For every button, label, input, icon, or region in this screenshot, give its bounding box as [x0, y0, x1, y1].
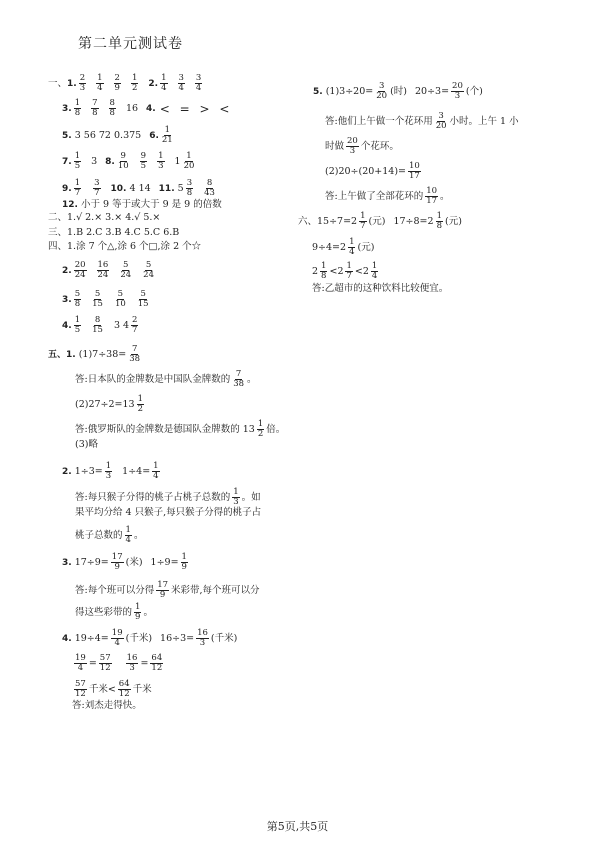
fraction	[72, 152, 83, 171]
numerator: 16	[126, 653, 138, 663]
denominator: 10	[117, 161, 129, 171]
denominator: 2	[137, 404, 144, 414]
p2-eq: 2. 1÷3= $\frac{1}{3}$ 1÷4= $\frac{1}{4}$	[62, 462, 162, 481]
denominator: 7	[74, 188, 81, 198]
denominator: 10	[114, 299, 126, 309]
fraction	[425, 187, 438, 206]
denominator: 9	[181, 562, 187, 572]
denominator: 20	[376, 91, 388, 101]
fraction	[373, 82, 390, 101]
numerator: 3	[438, 111, 444, 121]
fraction	[423, 187, 440, 206]
numerator: 1	[349, 237, 355, 247]
fraction	[131, 316, 138, 335]
denominator: 12	[99, 663, 111, 673]
fraction-group	[77, 74, 141, 93]
fraction	[232, 370, 245, 389]
fraction	[359, 212, 366, 231]
fraction	[230, 370, 247, 389]
fraction	[346, 238, 357, 257]
denominator: 8	[109, 108, 115, 118]
denominator: 15	[92, 299, 103, 309]
fraction	[159, 126, 176, 145]
denominator: 17	[409, 171, 420, 181]
numerator: 3	[94, 178, 100, 188]
fraction	[257, 420, 264, 439]
denominator: 17	[426, 196, 438, 206]
fraction	[93, 179, 100, 198]
fraction	[160, 74, 167, 93]
fraction	[157, 152, 164, 171]
fraction	[436, 212, 443, 231]
numerator: 1	[74, 315, 81, 325]
fraction	[128, 345, 141, 364]
numerator: 2	[114, 73, 120, 83]
fraction	[195, 74, 202, 93]
numerator: 1	[105, 461, 112, 471]
numerator: 9	[140, 151, 147, 161]
fraction	[109, 553, 126, 572]
fraction	[179, 553, 190, 572]
numerator: 20	[347, 136, 358, 146]
numerator: 1	[131, 73, 138, 83]
fraction	[91, 290, 104, 309]
numerator: 8	[94, 315, 101, 325]
numerator: 7	[131, 344, 138, 354]
fraction	[230, 488, 241, 507]
p2-answer-2: 果平均分给 4 只猴子,每只猴子分得的桃子占	[75, 507, 262, 518]
denominator: 20	[183, 161, 195, 171]
fraction	[186, 179, 193, 198]
s3-answers: 三、1.B 2.C 3.B 4.C 5.C 6.B	[48, 227, 180, 238]
fraction	[74, 99, 81, 118]
fraction	[137, 395, 144, 414]
numerator: 16	[97, 260, 109, 270]
denominator: 4	[125, 535, 131, 545]
s6-answer: 答:乙超市的这种饮料比较便宜。	[312, 283, 449, 294]
numerator: 8	[109, 98, 115, 108]
denominator: 3	[233, 497, 239, 507]
s5-q1-eq: 五、1. (1)7÷38= $\frac{7}{38}$	[48, 345, 143, 364]
fraction	[433, 112, 450, 131]
numerator: 17	[157, 580, 169, 590]
p2-answer-1: 答:每只猴子分得的桃子占桃子总数的 $\frac{1}{3}$ 。如	[75, 487, 261, 507]
s4-head: 四、1.涂 7 个△,涂 6 个□,涂 2 个☆	[48, 241, 202, 252]
numerator: 1	[74, 178, 81, 188]
p3-answer-2: 得这些彩带的 $\frac{1}{9}$ 。	[75, 602, 153, 622]
fraction	[181, 553, 188, 572]
denominator: 24	[97, 270, 109, 280]
fraction	[346, 137, 359, 156]
numerator: 1	[181, 552, 187, 562]
fraction	[74, 179, 81, 198]
denominator: 2	[131, 83, 138, 93]
fraction	[156, 581, 169, 600]
denominator: 4	[178, 83, 184, 93]
denominator: 8	[186, 188, 193, 198]
denominator: 12	[151, 663, 163, 673]
fraction	[79, 74, 86, 93]
denominator: 5	[140, 161, 147, 171]
r-q5-eq: 5. (1)3÷20= $\frac{3}{20}$ (时) 20÷3= $\frac{20}{3}$ (个)	[313, 81, 483, 101]
fraction	[320, 262, 327, 281]
numerator: 8	[206, 178, 213, 188]
fraction	[181, 152, 198, 171]
fraction	[126, 345, 143, 364]
fraction	[196, 629, 209, 648]
fraction	[203, 179, 216, 198]
p3-answer-1: 答:每个班可以分得 $\frac{17}{9}$ 米彩带,每个班可以分	[75, 580, 260, 600]
fraction	[124, 654, 141, 673]
fraction	[371, 262, 378, 281]
s1-q12: 12. 小于 9 等于或大于 9 是 9 的倍数	[62, 199, 222, 210]
numerator: 19	[75, 653, 86, 663]
denominator: 3	[79, 83, 86, 93]
denominator: 9	[114, 562, 120, 572]
denominator: 15	[137, 299, 149, 309]
fraction	[117, 152, 130, 171]
fraction	[348, 238, 355, 257]
fraction	[96, 74, 103, 93]
numerator: 57	[75, 679, 86, 689]
numerator: 1	[186, 151, 192, 161]
fraction	[123, 526, 134, 545]
fraction	[178, 74, 185, 93]
fraction	[451, 82, 464, 101]
numerator: 1	[360, 211, 366, 221]
numerator: 5	[145, 260, 152, 270]
fraction	[129, 316, 140, 335]
fraction	[134, 603, 141, 622]
fraction	[375, 82, 388, 101]
denominator: 4	[195, 83, 202, 93]
fraction	[232, 488, 239, 507]
denominator: 8	[74, 108, 81, 118]
numerator: 1	[233, 487, 239, 497]
fraction	[109, 99, 116, 118]
fraction	[142, 261, 155, 280]
fraction	[74, 290, 81, 309]
denominator: 20	[435, 121, 447, 131]
fraction	[91, 99, 98, 118]
s6-compare: 2 $\frac{1}{8}$ < 2 $\frac{1}{7}$ < 2 $\frac{1}{4}$	[312, 262, 380, 281]
denominator: 4	[349, 247, 355, 257]
fraction	[125, 526, 132, 545]
numerator: 5	[140, 289, 146, 299]
numerator: 1	[74, 151, 81, 161]
fraction	[318, 262, 329, 281]
numerator: 10	[409, 161, 420, 171]
s4-q2: 2. $\frac{20}{24}$ $\frac{16}{24}$ $\frac{5}{24}$ $\frac{5}{24}$	[62, 261, 157, 280]
fraction-group	[72, 290, 152, 309]
fraction	[118, 680, 131, 699]
denominator: 4	[97, 83, 103, 93]
s1-q1-q2: 一、 1. $\frac{2}{3}$ $\frac{1}{4}$ $\frac{2}{9}$ $\frac{1}{2}$ 2. $\frac{1}{4}$ $\frac{3}{4}$ $\frac{3}{4}$	[48, 74, 204, 93]
fraction	[109, 629, 126, 648]
p4-rewrite: $\frac{19}{4}$ = $\frac{57}{12}$ $\frac{16}{3}$ = $\frac{64}{12}$	[72, 654, 165, 673]
fraction	[114, 290, 127, 309]
denominator: 24	[120, 270, 132, 280]
fraction	[131, 74, 138, 93]
numerator: 1	[74, 98, 81, 108]
fraction	[114, 74, 121, 93]
fraction	[74, 261, 87, 280]
fraction-group	[72, 99, 118, 118]
fraction-group	[72, 261, 157, 280]
denominator: 4	[114, 638, 120, 648]
numerator: 57	[99, 653, 111, 663]
numerator: 19	[111, 628, 123, 638]
numerator: 5	[117, 289, 124, 299]
denominator: 7	[360, 221, 366, 231]
denominator: 4	[153, 471, 159, 481]
r-q5-answer-3: 答:上午做了全部花环的 $\frac{10}{17}$ 。	[325, 186, 450, 206]
fraction	[161, 126, 174, 145]
denominator: 3	[199, 638, 206, 648]
numerator: 1	[97, 73, 103, 83]
s5-q2-eq: (2)27÷2=13 $\frac{1}{2}$	[75, 395, 146, 414]
denominator: 3	[105, 471, 112, 481]
s4-q3: 3. $\frac{5}{8}$ $\frac{5}{15}$ $\frac{5}{10}$ $\frac{5}{15}$	[62, 290, 152, 309]
s4-q4: 4. $\frac{1}{5}$ $\frac{8}{15}$ 3 4 $\frac{2}{7}$	[62, 316, 140, 335]
fraction-group	[72, 316, 106, 335]
denominator: 8	[321, 271, 327, 281]
s6-eq2: 9÷4=2 $\frac{1}{4}$ (元)	[312, 237, 375, 257]
numerator: 3	[378, 81, 385, 91]
denominator: 3	[158, 161, 164, 171]
numerator: 1	[161, 73, 167, 83]
s1-q7-q8: 7. $\frac{1}{5}$ 3 8. $\frac{9}{10}$ $\frac{9}{5}$ $\frac{1}{3}$ 1 $\frac{1}{20}$	[62, 152, 197, 171]
denominator: 4	[161, 83, 167, 93]
denominator: 2	[257, 429, 264, 439]
s2-answers: 二、1.√ 2.× 3.× 4.√ 5.×	[48, 212, 161, 223]
numerator: 1	[153, 461, 159, 471]
numerator: 1	[346, 261, 352, 271]
fraction	[406, 162, 423, 181]
denominator: 9	[159, 590, 166, 600]
numerator: 64	[118, 679, 130, 689]
numerator: 7	[235, 369, 242, 379]
numerator: 9	[120, 151, 126, 161]
numerator: 5	[123, 260, 129, 270]
fraction	[408, 162, 421, 181]
fraction	[99, 654, 112, 673]
page-title: 第二单元测试卷	[78, 36, 183, 52]
fraction	[357, 212, 368, 231]
p4-compare: $\frac{57}{12}$ 千米< $\frac{64}{12}$ 千米	[72, 680, 152, 699]
fraction	[103, 462, 114, 481]
numerator: 64	[151, 653, 163, 663]
fraction	[152, 462, 159, 481]
fraction-group	[72, 179, 103, 198]
denominator: 7	[132, 325, 138, 335]
fraction	[344, 137, 361, 156]
denominator: 24	[74, 270, 86, 280]
denominator: 12	[118, 689, 130, 699]
numerator: 2	[79, 73, 86, 83]
fraction	[345, 262, 352, 281]
fraction	[137, 290, 150, 309]
numerator: 5	[94, 289, 101, 299]
fraction	[150, 654, 163, 673]
fraction	[126, 654, 139, 673]
fraction	[435, 112, 448, 131]
numerator: 16	[197, 628, 208, 638]
fraction	[343, 262, 354, 281]
fraction-group	[184, 179, 218, 198]
numerator: 20	[74, 260, 86, 270]
numerator: 5	[74, 289, 81, 299]
fraction	[111, 553, 124, 572]
fraction	[449, 82, 466, 101]
p4-eq: 4. 19÷4= $\frac{19}{4}$ (千米) 16÷3= $\frac{16}{3}$ (千米)	[62, 628, 238, 648]
denominator: 7	[94, 188, 100, 198]
fraction	[194, 629, 211, 648]
denominator: 43	[204, 188, 215, 198]
denominator: 21	[161, 135, 173, 145]
page-footer: 第5页,共5页	[266, 820, 329, 833]
fraction-group	[158, 74, 204, 93]
fraction	[105, 462, 112, 481]
denominator: 5	[74, 325, 81, 335]
denominator: 15	[92, 325, 103, 335]
fraction	[111, 629, 124, 648]
denominator: 9	[114, 83, 120, 93]
denominator: 38	[233, 379, 245, 389]
denominator: 3	[349, 146, 356, 156]
numerator: 17	[111, 552, 123, 562]
fraction	[72, 654, 89, 673]
fraction	[74, 152, 81, 171]
s1-q3-q4: 3. $\frac{1}{8}$ $\frac{7}{8}$ $\frac{8}{8}$ 16 4. < = > <	[62, 98, 233, 118]
s5-q2-answer: 答:俄罗斯队的金牌数是德国队金牌数的 13 $\frac{1}{2}$ 倍。	[75, 419, 286, 439]
denominator: 8	[74, 299, 81, 309]
fraction	[150, 462, 161, 481]
numerator: 7	[92, 98, 98, 108]
p2-answer-3: 桃子总数的 $\frac{1}{4}$ 。	[75, 525, 144, 545]
fraction	[434, 212, 445, 231]
denominator: 7	[346, 271, 352, 281]
numerator: 2	[132, 315, 138, 325]
denominator: 3	[454, 91, 461, 101]
p4-answer: 答:刘杰走得快。	[72, 700, 142, 711]
numerator: 1	[164, 125, 171, 135]
fraction	[72, 680, 89, 699]
fraction	[132, 603, 143, 622]
denominator: 12	[75, 689, 86, 699]
denominator: 5	[74, 161, 81, 171]
numerator: 1	[158, 151, 164, 161]
fraction	[74, 654, 87, 673]
fraction	[74, 680, 87, 699]
s5-q3: (3)略	[75, 439, 98, 450]
numerator: 10	[426, 186, 438, 196]
fraction	[369, 262, 380, 281]
numerator: 1	[257, 419, 264, 429]
numerator: 1	[436, 211, 442, 221]
fraction	[119, 261, 132, 280]
r-q5-answer-1: 答:他们上午做一个花环用 $\frac{3}{20}$ 小时。上午 1 小	[325, 111, 519, 131]
denominator: 4	[77, 663, 84, 673]
numerator: 3	[178, 73, 184, 83]
fraction	[97, 654, 114, 673]
fraction	[135, 395, 146, 414]
s1-q9-q11: 9. $\frac{1}{7}$ $\frac{3}{7}$ 10. 4 14 11. 5 $\frac{3}{8}$ $\frac{8}{43}$	[62, 179, 218, 198]
fraction	[116, 680, 133, 699]
s5-q1-answer: 答:日本队的金牌数是中国队金牌数的 $\frac{7}{38}$ 。	[75, 369, 257, 389]
r-q5-eq2: (2)20÷(20+14)= $\frac{10}{17}$	[325, 162, 423, 181]
denominator: 3	[129, 663, 135, 673]
s6-eq: 六、15÷7=2 $\frac{1}{7}$ (元) 17÷8=2 $\frac{1}{8}$ (元)	[298, 211, 462, 231]
r-q5-answer-2: 时做 $\frac{20}{3}$ 个花环。	[325, 136, 399, 156]
numerator: 1	[125, 525, 131, 535]
fraction	[154, 581, 171, 600]
numerator: 1	[321, 261, 327, 271]
p3-eq: 3. 17÷9= $\frac{17}{9}$ (米) 1÷9= $\frac{1}{9}$	[62, 553, 190, 572]
denominator: 4	[371, 271, 378, 281]
numerator: 3	[195, 73, 202, 83]
denominator: 9	[135, 612, 141, 622]
fraction	[74, 316, 81, 335]
fraction	[91, 316, 104, 335]
numerator: 3	[186, 178, 193, 188]
denominator: 8	[92, 108, 98, 118]
numerator: 1	[137, 394, 144, 404]
fraction	[183, 152, 196, 171]
s1-q5-q6: 5. 3 56 72 0.375 6. $\frac{1}{21}$	[62, 126, 176, 145]
numerator: 20	[452, 81, 463, 91]
fraction	[148, 654, 165, 673]
fraction	[140, 152, 147, 171]
fraction	[97, 261, 110, 280]
numerator: 1	[135, 602, 141, 612]
denominator: 38	[129, 354, 141, 364]
denominator: 24	[143, 270, 154, 280]
fraction-group	[115, 152, 167, 171]
denominator: 8	[436, 221, 442, 231]
fraction	[255, 420, 266, 439]
numerator: 1	[371, 261, 378, 271]
